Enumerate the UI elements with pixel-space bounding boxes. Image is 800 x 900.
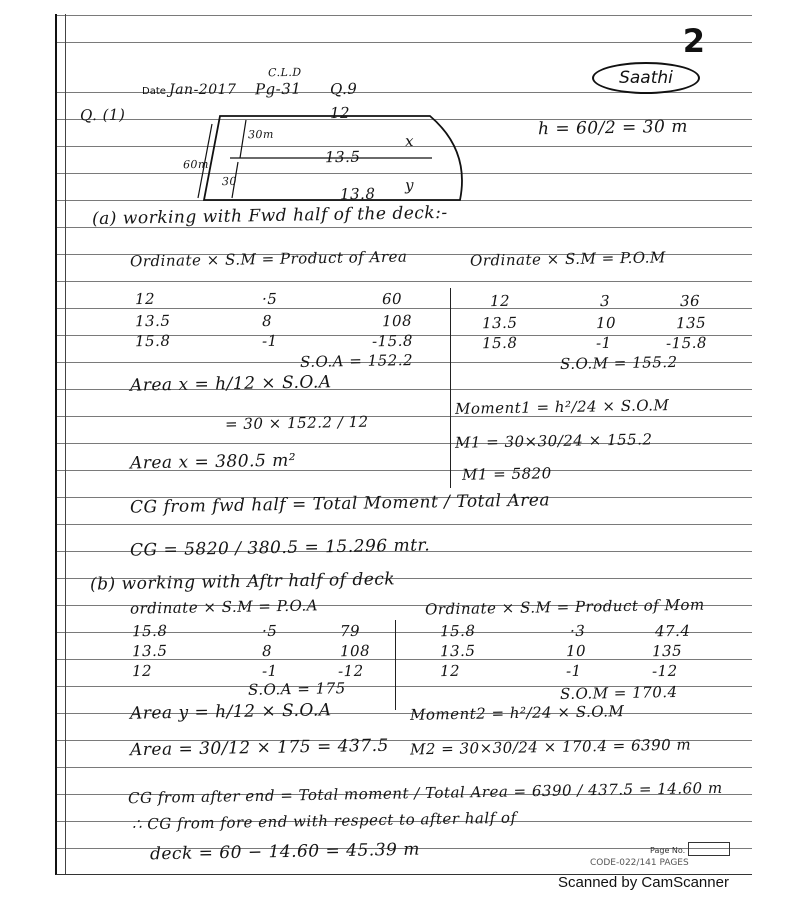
part-b-soa: S.O.A = 175 xyxy=(247,679,346,699)
diagram-mid: 13.5 xyxy=(324,147,361,167)
cell: -15.8 xyxy=(665,333,708,353)
divider xyxy=(450,288,451,488)
part-a-title: (a) working with Fwd half of the deck:- xyxy=(91,202,448,230)
part-b-area1: Area y = h/12 × S.O.A xyxy=(129,700,332,724)
part-b-formula2: Ordinate × S.M = Product of Mom xyxy=(424,595,705,619)
cell: ·3 xyxy=(569,621,586,641)
cell: 13.5 xyxy=(131,641,168,661)
cell: 15.8 xyxy=(481,333,518,353)
cell: 135 xyxy=(651,641,683,661)
h-calculation: h = 60/2 = 30 m xyxy=(537,116,689,140)
cell: 12 xyxy=(489,291,511,311)
diagram-h2: 30 xyxy=(221,174,238,189)
diagram-x: x xyxy=(404,131,415,151)
cell: 10 xyxy=(595,313,617,333)
page-number: 2 xyxy=(682,22,705,60)
cell: -1 xyxy=(261,661,278,681)
cell: -1 xyxy=(595,333,612,353)
brand-logo: Saathi xyxy=(592,62,700,94)
ref-superscript: C.L.D xyxy=(267,65,302,80)
part-a-formula2: Ordinate × S.M = P.O.M xyxy=(469,248,666,270)
part-b-cg3: deck = 60 − 14.60 = 45.39 m xyxy=(149,839,421,865)
page-no-label: Page No. xyxy=(650,846,686,855)
cell: 10 xyxy=(565,641,587,661)
date-label: Date xyxy=(142,86,166,97)
part-a-area2: = 30 × 152.2 / 12 xyxy=(224,412,369,434)
cell: 60 xyxy=(381,289,403,309)
part-a-area3: Area x = 380.5 m² xyxy=(129,450,297,474)
cell: 36 xyxy=(679,291,701,311)
page-no-box xyxy=(688,842,730,856)
cell: ·5 xyxy=(261,621,278,641)
part-a-moment2: M1 = 30×30/24 × 155.2 xyxy=(454,430,653,452)
footer-code: CODE-022/141 PAGES xyxy=(590,858,689,868)
cell: 15.8 xyxy=(134,331,171,351)
diagram-top: 12 xyxy=(329,103,351,123)
diagram-bottom: 13.8 xyxy=(339,184,376,204)
cell: 15.8 xyxy=(131,621,168,641)
part-b-formula: ordinate × S.M = P.O.A xyxy=(129,596,319,618)
diagram-h1: 30m xyxy=(247,127,275,142)
cell: 13.5 xyxy=(439,641,476,661)
cell: 108 xyxy=(381,311,413,331)
part-b-title: (b) working with Aftr half of deck xyxy=(89,569,396,595)
cell: 135 xyxy=(675,313,707,333)
cell: 8 xyxy=(261,641,273,661)
part-b-moment2: M2 = 30×30/24 × 170.4 = 6390 m xyxy=(409,735,692,759)
diagram-y: y xyxy=(404,175,415,195)
cell: -15.8 xyxy=(371,331,414,351)
cell: 13.5 xyxy=(134,311,171,331)
question-label: Q. (1) xyxy=(79,105,126,125)
date-value: Jan-2017 xyxy=(169,82,237,98)
part-a-area1: Area x = h/12 × S.O.A xyxy=(129,372,332,396)
part-a-moment1: Moment1 = h²/24 × S.O.M xyxy=(454,396,670,418)
diagram-h-total: 60m xyxy=(182,157,210,172)
part-a-cg2: CG = 5820 / 380.5 = 15.296 mtr. xyxy=(129,535,431,561)
cell: 15.8 xyxy=(439,621,476,641)
part-b-cg2: ∴ CG from fore end with respect to after half of xyxy=(131,808,517,834)
scanner-watermark: Scanned by CamScanner xyxy=(558,874,729,891)
cell: -12 xyxy=(337,661,364,681)
part-b-area2: Area = 30/12 × 175 = 437.5 xyxy=(129,735,390,761)
ref: Pg-31 xyxy=(254,79,302,99)
part-a-som: S.O.M = 155.2 xyxy=(559,352,678,374)
cell: 12 xyxy=(134,289,156,309)
question-number: Q.9 xyxy=(329,79,358,99)
cell: ·5 xyxy=(261,289,278,309)
cell: 12 xyxy=(131,661,153,681)
part-b-moment1: Moment2 = h²/24 × S.O.M xyxy=(409,702,625,724)
cell: -1 xyxy=(565,661,582,681)
cell: 12 xyxy=(439,661,461,681)
cell: 47.4 xyxy=(654,621,691,641)
cell: -1 xyxy=(261,331,278,351)
part-a-cg1: CG from fwd half = Total Moment / Total Area xyxy=(129,490,551,518)
cell: 108 xyxy=(339,641,371,661)
cell: 79 xyxy=(339,621,361,641)
divider xyxy=(395,620,396,710)
part-b-som: S.O.M = 170.4 xyxy=(559,682,678,704)
cell: -12 xyxy=(651,661,678,681)
cell: 3 xyxy=(599,291,611,311)
cell: 8 xyxy=(261,311,273,331)
part-a-moment3: M1 = 5820 xyxy=(461,464,552,484)
part-b-cg1: CG from after end = Total moment / Total Area = 6390 / 437.5 = 14.60 m xyxy=(127,778,723,808)
cell: 13.5 xyxy=(481,313,518,333)
h1-arrow xyxy=(240,120,246,158)
part-a-formula: Ordinate × S.M = Product of Area xyxy=(129,247,408,271)
part-a-soa: S.O.A = 152.2 xyxy=(299,351,414,371)
